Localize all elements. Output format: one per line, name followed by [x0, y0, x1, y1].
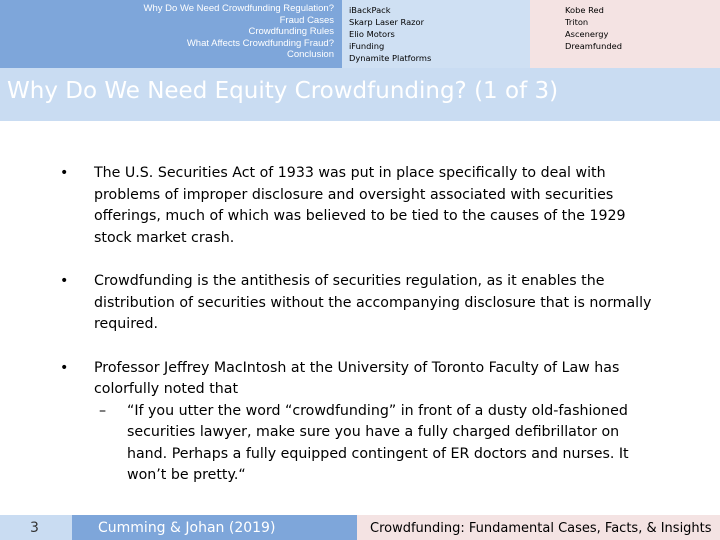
nav-link-conclusion[interactable]: Conclusion — [287, 49, 334, 60]
nav-cases-column-2 — [530, 0, 720, 68]
footer-author: Cumming & Johan (2019) — [72, 515, 357, 540]
nav-link-why-regulation[interactable]: Why Do We Need Crowdfunding Regulation? — [143, 3, 334, 14]
bullet-text: Crowdfunding is the antithesis of securities regulation, as it enables the distribution of securities without the accompanying disclosure that is normally required. — [94, 273, 652, 332]
nav-link-kobe-red[interactable]: Kobe Red — [565, 5, 604, 15]
slide-content — [60, 163, 660, 487]
quote-text: “If you utter the word “crowdfunding” in front of a dusty old-fashioned securities lawyer, make sure you have a fully charged defibrillator on hand. Perhaps a fully equipped contingent of ER doctors and nurses. It won’t be pretty.“ — [127, 402, 629, 483]
sub-bullet-marker: – — [99, 402, 107, 419]
nav-link-ifunding[interactable]: iFunding — [349, 41, 385, 51]
footer-bar — [0, 515, 720, 540]
bullet-text: Professor Jeffrey MacIntosh at the University of Toronto Faculty of Law has colorfully noted that — [94, 359, 620, 397]
footer-book-title: Crowdfunding: Fundamental Cases, Facts, & Insights — [357, 515, 720, 540]
nav-link-what-affects-fraud[interactable]: What Affects Crowdfunding Fraud? — [186, 37, 334, 49]
bullet-item — [60, 163, 660, 249]
nav-link-crowdfunding-rules[interactable]: Crowdfunding Rules — [248, 26, 334, 37]
slide-number: 3 — [0, 515, 72, 540]
slide-title: Why Do We Need Equity Crowdfunding? (1 of 3) — [7, 78, 559, 104]
nav-link-triton[interactable]: Triton — [565, 17, 589, 27]
nav-link-dreamfunded[interactable]: Dreamfunded — [565, 41, 622, 51]
section-navigation — [0, 0, 720, 68]
bullet-marker: • — [60, 359, 69, 376]
bullet-item — [60, 358, 660, 487]
nav-link-skarp-laser-razor[interactable]: Skarp Laser Razor — [349, 17, 425, 27]
nav-link-ascenergy[interactable]: Ascenergy — [565, 29, 609, 39]
nav-sections-column — [0, 0, 342, 68]
nav-link-fraud-cases[interactable]: Fraud Cases — [279, 14, 334, 26]
bullet-item — [60, 271, 660, 336]
bullet-marker: • — [60, 273, 69, 289]
nav-link-ibackpack[interactable]: iBackPack — [349, 5, 391, 15]
nav-link-dynamite-platforms[interactable]: Dynamite Platforms — [349, 53, 432, 63]
bullet-marker: • — [60, 165, 69, 181]
nav-cases-column-1 — [342, 0, 530, 68]
bullet-text: The U.S. Securities Act of 1933 was put in place specifically to deal with problems of improper disclosure and oversight associated with securities offerings, much of which was believed to be tied to the causes of the 1929 stock market crash. — [94, 165, 626, 246]
title-bar — [0, 68, 720, 121]
nav-link-elio-motors[interactable]: Elio Motors — [349, 29, 395, 39]
sub-bullet-quote — [94, 401, 660, 487]
